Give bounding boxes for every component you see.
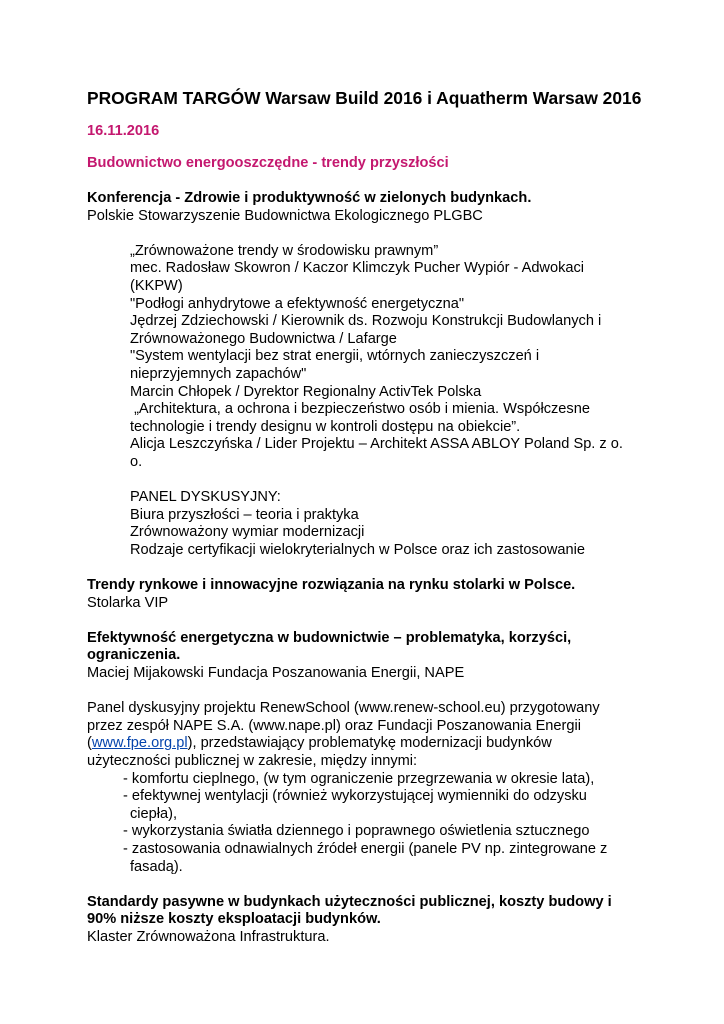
panel-item: Zrównoważony wymiar modernizacji (130, 524, 365, 541)
efficiency-organizer: Maciej Mijakowski Fundacja Poszanowania Energii, NAPE (87, 665, 465, 682)
program-content (87, 190, 632, 947)
list-item: - komfortu cieplnego, (w tym ograniczenie przegrzewania w okresie lata), (123, 770, 595, 787)
talk-line: Jędrzej Zdziechowski / Kierownik ds. Rozwoju Konstrukcji Budowlanych i Zrównoważonego Budownictwa / Lafarge (130, 313, 602, 347)
panel-item: Biura przyszłości – teoria i praktyka (130, 506, 359, 523)
fpe-link[interactable]: www.fpe.org.pl (91, 735, 188, 752)
list-item: - wykorzystania światła dziennego i poprawnego oświetlenia sztucznego (123, 823, 590, 840)
list-item: - efektywnej wentylacji (również wykorzystującej wymienniki do odzysku ciepła), (123, 788, 587, 822)
efficiency-list (87, 771, 632, 877)
panel-item: Rodzaje certyfikacji wielokryterialnych w Polsce oraz ich zastosowanie (130, 541, 586, 558)
event-date: 16.11.2016 (87, 123, 160, 139)
talk-line: Alicja Leszczyńska / Lider Projektu – Architekt ASSA ABLOY Poland Sp. z o. o. (130, 436, 623, 470)
talk-line: Marcin Chłopek / Dyrektor Regionalny ActivTek Polska (130, 383, 482, 400)
talk-line: „Architektura, a ochrona i bezpieczeństwo osób i mienia. Współczesne technologie i trendy designu w kontroli dostępu na obiekcie”. (130, 401, 594, 435)
efficiency-description (87, 700, 632, 770)
talk-list (87, 243, 632, 560)
list-item: - zastosowania odnawialnych źródeł energii (panele PV np. zintegrowane z fasadą). (123, 840, 608, 875)
conference-heading: Konferencja - Zdrowie i produktywność w zielonych budynkach. (87, 190, 532, 206)
efficiency-heading: Efektywność energetyczna w budownictwie – problematyka, korzyści, ograniczenia. (87, 629, 572, 664)
conference-organizer: Polskie Stowarzyszenie Budownictwa Ekologicznego PLGBC (87, 207, 483, 224)
description-text: Panel dyskusyjny projektu RenewSchool (www.renew-school.eu) przygotowany przez zespół NAPE S.A. (www.nape.pl) oraz Fundacji Poszanowania Energii ( (87, 700, 600, 752)
talk-line: mec. Radosław Skowron / Kaczor Klimczyk Pucher Wypiór - Adwokaci (KKPW) (130, 260, 585, 294)
description-text: ), przedstawiający problematykę modernizacji budynków użyteczności publicznej w zakresie, między innymi: (87, 735, 552, 769)
panel-heading: PANEL DYSKUSYJNY: (130, 489, 281, 506)
trends-organizer: Stolarka VIP (87, 594, 169, 611)
topic-heading: Budownictwo energooszczędne - trendy przyszłości (87, 155, 449, 171)
passive-heading: Standardy pasywne w budynkach użyteczności publicznej, koszty budowy i 90% niższe koszty eksploatacji budynków. (87, 893, 612, 928)
page-title: PROGRAM TARGÓW Warsaw Build 2016 i Aquatherm Warsaw 2016 (87, 88, 642, 108)
talk-line: "System wentylacji bez strat energii, wtórnych zanieczyszczeń i nieprzyjemnych zapachów" (130, 348, 540, 382)
talk-line: „Zrównoważone trendy w środowisku prawnym” (130, 242, 439, 259)
talk-line: "Podłogi anhydrytowe a efektywność energetyczna" (130, 295, 465, 312)
trends-heading: Trendy rynkowe i innowacyjne rozwiązania na rynku stolarki w Polsce. (87, 577, 576, 594)
passive-organizer: Klaster Zrównoważona Infrastruktura. (87, 928, 330, 945)
